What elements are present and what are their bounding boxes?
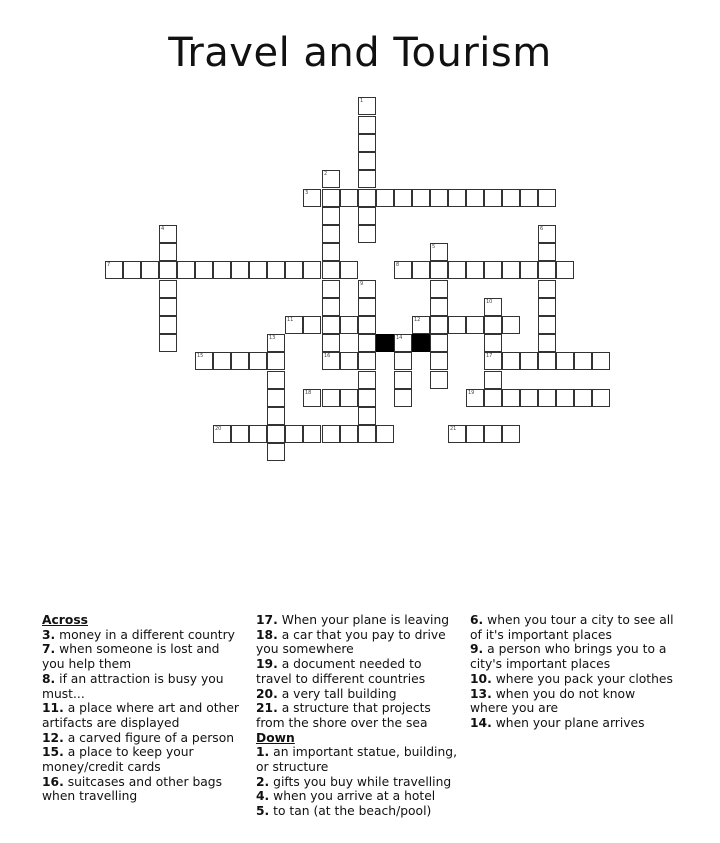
grid-cell[interactable]	[466, 316, 484, 334]
grid-cell[interactable]	[267, 261, 285, 279]
grid-cell[interactable]	[159, 261, 177, 279]
cell-number: 12	[414, 317, 421, 323]
clue-across-16: 16. suitcases and other bags when travelling	[42, 774, 223, 804]
grid-cell[interactable]	[502, 316, 520, 334]
grid-cell[interactable]	[340, 316, 358, 334]
grid-cell[interactable]	[213, 261, 231, 279]
clue-down-2: 2. gifts you buy while travelling	[256, 774, 452, 789]
grid-cell[interactable]	[430, 371, 448, 389]
grid-cell[interactable]	[484, 334, 502, 352]
clue-across-15: 15. a place to keep your money/credit cards	[42, 745, 194, 775]
clue-down-1: 1. an important statue, building, or structure	[256, 745, 457, 775]
cell-number: 13	[269, 335, 276, 341]
grid-cell-blocked	[412, 334, 430, 352]
grid-cell[interactable]	[340, 389, 358, 407]
grid-cell[interactable]	[213, 352, 231, 370]
cell-number: 20	[215, 426, 222, 432]
cell-number: 7	[107, 262, 111, 268]
grid-cell[interactable]	[574, 352, 592, 370]
grid-cell[interactable]	[249, 352, 267, 370]
grid-cell[interactable]	[141, 261, 159, 279]
grid-cell[interactable]	[538, 261, 556, 279]
grid-cell[interactable]	[285, 425, 303, 443]
grid-cell[interactable]	[430, 261, 448, 279]
grid-cell[interactable]	[412, 261, 430, 279]
grid-cell[interactable]	[466, 189, 484, 207]
grid-cell[interactable]	[538, 389, 556, 407]
grid-cell[interactable]	[231, 352, 249, 370]
grid-cell[interactable]	[267, 389, 285, 407]
grid-cell[interactable]	[358, 152, 376, 170]
across-heading: Across	[42, 613, 88, 627]
grid-cell[interactable]	[466, 261, 484, 279]
grid-cell[interactable]	[358, 207, 376, 225]
grid-cell[interactable]	[538, 352, 556, 370]
cell-number: 14	[396, 335, 403, 341]
puzzle-title: Travel and Tourism	[168, 30, 552, 76]
grid-cell[interactable]	[159, 334, 177, 352]
grid-cell[interactable]	[430, 352, 448, 370]
clue-down-5: 5. to tan (at the beach/pool)	[256, 804, 432, 819]
cell-number: 11	[287, 317, 294, 323]
clues-column-2	[256, 613, 461, 819]
grid-cell[interactable]	[267, 371, 285, 389]
grid-cell[interactable]	[322, 334, 340, 352]
grid-cell[interactable]	[358, 116, 376, 134]
grid-cell[interactable]	[195, 261, 213, 279]
grid-cell[interactable]	[502, 189, 520, 207]
grid-cell[interactable]	[322, 207, 340, 225]
grid-cell[interactable]	[448, 189, 466, 207]
grid-cell[interactable]	[358, 225, 376, 243]
grid-cell[interactable]	[484, 389, 502, 407]
cell-number: 19	[468, 390, 475, 396]
grid-cell[interactable]	[322, 389, 340, 407]
grid-cell[interactable]	[340, 261, 358, 279]
grid-cell[interactable]	[592, 389, 610, 407]
clue-down-9: 9. a person who brings you to a city's important places	[470, 642, 667, 672]
grid-cell[interactable]	[159, 298, 177, 316]
clue-down-13: 13. when you do not know where you are	[470, 686, 636, 716]
clue-across-11: 11. a place where art and other artifacts are displayed	[42, 701, 239, 730]
grid-cell[interactable]	[520, 352, 538, 370]
grid-cell[interactable]	[322, 243, 340, 261]
cell-number: 21	[450, 426, 457, 432]
cell-number: 18	[305, 390, 312, 396]
clue-across-21: 21. a structure that projects from the shore over the sea	[256, 701, 431, 730]
grid-cell[interactable]	[231, 261, 249, 279]
grid-cell[interactable]	[285, 261, 303, 279]
grid-cell[interactable]	[159, 316, 177, 334]
grid-cell[interactable]	[394, 189, 412, 207]
grid-cell[interactable]	[358, 371, 376, 389]
grid-cell[interactable]	[358, 134, 376, 152]
grid-cell[interactable]	[520, 389, 538, 407]
grid-cell[interactable]	[592, 352, 610, 370]
grid-cell[interactable]	[376, 425, 394, 443]
grid-cell[interactable]	[538, 280, 556, 298]
grid-cell[interactable]	[538, 316, 556, 334]
grid-cell[interactable]	[303, 425, 321, 443]
grid-cell[interactable]	[502, 425, 520, 443]
grid-cell[interactable]	[448, 261, 466, 279]
clue-across-7: 7. when someone is lost and you help them	[42, 642, 220, 672]
cell-number: 6	[540, 226, 544, 232]
grid-cell[interactable]	[556, 389, 574, 407]
grid-cell[interactable]	[484, 425, 502, 443]
grid-cell[interactable]	[358, 170, 376, 188]
grid-cell[interactable]	[484, 371, 502, 389]
grid-cell[interactable]	[376, 189, 394, 207]
grid-cell[interactable]	[430, 189, 448, 207]
clue-down-10: 10. where you pack your clothes	[470, 671, 673, 686]
cell-number: 3	[305, 190, 309, 196]
grid-cell[interactable]	[502, 352, 520, 370]
grid-cell[interactable]	[267, 443, 285, 461]
cell-number: 9	[360, 281, 364, 287]
grid-cell[interactable]	[249, 425, 267, 443]
grid-cell[interactable]	[322, 298, 340, 316]
grid-cell-blocked	[376, 334, 394, 352]
grid-cell[interactable]	[303, 261, 321, 279]
grid-cell[interactable]	[322, 189, 340, 207]
grid-cell[interactable]	[340, 352, 358, 370]
grid-cell[interactable]	[412, 189, 430, 207]
grid-cell[interactable]	[430, 334, 448, 352]
cell-number: 1	[360, 98, 364, 104]
grid-cell[interactable]	[358, 389, 376, 407]
grid-cell[interactable]	[358, 298, 376, 316]
clue-across-12: 12. a carved figure of a person	[42, 730, 235, 745]
grid-cell[interactable]	[448, 316, 466, 334]
grid-cell[interactable]	[538, 298, 556, 316]
grid-cell[interactable]	[231, 425, 249, 443]
grid-cell[interactable]	[394, 389, 412, 407]
grid-cell[interactable]	[249, 261, 267, 279]
grid-cell[interactable]	[430, 316, 448, 334]
grid-cell[interactable]	[303, 316, 321, 334]
grid-cell[interactable]	[538, 334, 556, 352]
grid-cell[interactable]	[484, 261, 502, 279]
grid-cell[interactable]	[538, 243, 556, 261]
grid-cell[interactable]	[430, 280, 448, 298]
grid-cell[interactable]	[267, 425, 285, 443]
grid-cell[interactable]	[177, 261, 195, 279]
grid-cell[interactable]	[574, 389, 592, 407]
clue-down-6: 6. when you tour a city to see all of it's important places	[470, 613, 674, 642]
clue-down-4: 4. when you arrive at a hotel	[256, 789, 436, 804]
grid-cell[interactable]	[340, 189, 358, 207]
grid-cell[interactable]	[358, 334, 376, 352]
grid-cell[interactable]	[159, 280, 177, 298]
grid-cell[interactable]	[520, 261, 538, 279]
cell-number: 16	[324, 353, 331, 359]
grid-cell[interactable]	[484, 189, 502, 207]
grid-cell[interactable]	[358, 352, 376, 370]
clues-column-3	[470, 613, 675, 731]
grid-cell[interactable]	[358, 407, 376, 425]
cell-number: 4	[161, 226, 165, 232]
grid-cell[interactable]	[322, 261, 340, 279]
grid-cell[interactable]	[520, 189, 538, 207]
grid-cell[interactable]	[358, 425, 376, 443]
cell-number: 5	[432, 244, 436, 250]
cell-number: 15	[197, 353, 204, 359]
grid-cell[interactable]	[484, 316, 502, 334]
grid-cell[interactable]	[322, 280, 340, 298]
clue-across-17: 17. When your plane is leaving	[256, 613, 450, 627]
clue-across-20: 20. a very tall building	[256, 686, 397, 701]
grid-cell[interactable]	[322, 425, 340, 443]
clue-across-19: 19. a document needed to travel to different countries	[256, 657, 426, 686]
grid-cell[interactable]	[267, 352, 285, 370]
grid-cell[interactable]	[502, 261, 520, 279]
grid-cell[interactable]	[358, 189, 376, 207]
cell-number: 17	[486, 353, 493, 359]
grid-cell[interactable]	[358, 316, 376, 334]
grid-cell[interactable]	[466, 425, 484, 443]
grid-cell[interactable]	[159, 243, 177, 261]
grid-cell[interactable]	[267, 407, 285, 425]
grid-cell[interactable]	[556, 261, 574, 279]
grid-cell[interactable]	[394, 371, 412, 389]
cell-number: 10	[486, 299, 493, 305]
down-heading: Down	[256, 730, 295, 745]
grid-cell[interactable]	[322, 225, 340, 243]
clues-column-1	[42, 613, 242, 804]
grid-cell[interactable]	[556, 352, 574, 370]
clue-down-14: 14. when your plane arrives	[470, 715, 645, 730]
grid-cell[interactable]	[340, 425, 358, 443]
grid-cell[interactable]	[538, 189, 556, 207]
clue-across-18: 18. a car that you pay to drive you somewhere	[256, 627, 446, 657]
grid-cell[interactable]	[502, 389, 520, 407]
grid-cell[interactable]	[322, 316, 340, 334]
cell-number: 8	[396, 262, 400, 268]
grid-cell[interactable]	[123, 261, 141, 279]
grid-cell[interactable]	[394, 352, 412, 370]
grid-cell[interactable]	[430, 298, 448, 316]
clue-across-3: 3. money in a different country	[42, 627, 235, 642]
clue-across-8: 8. if an attraction is busy you must...	[42, 671, 224, 701]
cell-number: 2	[324, 171, 328, 177]
